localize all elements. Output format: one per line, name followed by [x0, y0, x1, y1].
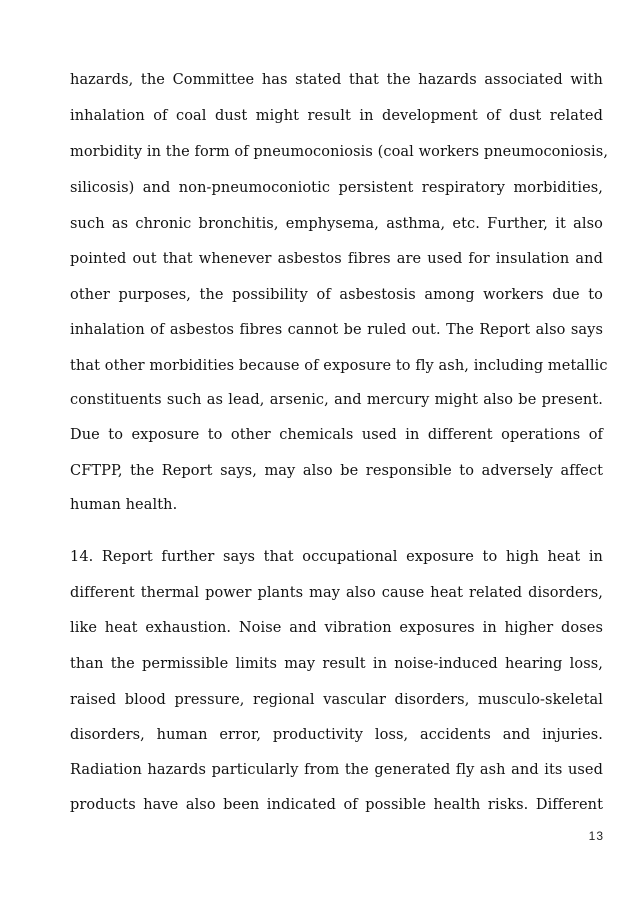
- text-line: raised blood pressure, regional vascular disorders, musculo-skeletal: [70, 692, 603, 708]
- text-line: CFTPP, the Report says, may also be responsible to adversely affect: [70, 463, 603, 479]
- text-line: inhalation of coal dust might result in development of dust related: [70, 108, 603, 124]
- text-line: pointed out that whenever asbestos fibres are used for insulation and: [70, 251, 603, 267]
- text-line: disorders, human error, productivity loss, accidents and injuries.: [70, 727, 603, 743]
- text-line: like heat exhaustion. Noise and vibration exposures in higher doses: [70, 620, 603, 636]
- text-line: different thermal power plants may also cause heat related disorders,: [70, 585, 603, 601]
- text-line: Due to exposure to other chemicals used in different operations of: [70, 427, 603, 443]
- text-line: products have also been indicated of possible health risks. Different: [70, 797, 603, 813]
- text-line: other purposes, the possibility of asbestosis among workers due to: [70, 287, 603, 303]
- text-line: morbidity in the form of pneumoconiosis (coal workers pneumoconiosis,: [70, 144, 609, 160]
- text-line: than the permissible limits may result in noise-induced hearing loss,: [70, 656, 603, 672]
- text-line: 14. Report further says that occupational exposure to high heat in: [70, 549, 603, 565]
- text-line: hazards, the Committee has stated that the hazards associated with: [70, 72, 603, 88]
- page-number: 13: [588, 829, 604, 843]
- text-line: Radiation hazards particularly from the generated fly ash and its used: [70, 762, 603, 778]
- text-line: such as chronic bronchitis, emphysema, asthma, etc. Further, it also: [70, 216, 603, 232]
- text-line: that other morbidities because of exposure to fly ash, including metallic: [70, 358, 608, 374]
- text-line: silicosis) and non-pneumoconiotic persistent respiratory morbidities,: [70, 180, 603, 196]
- text-line: inhalation of asbestos fibres cannot be ruled out. The Report also says: [70, 322, 603, 338]
- text-line: human health.: [70, 497, 178, 513]
- text-line: constituents such as lead, arsenic, and mercury might also be present.: [70, 392, 603, 408]
